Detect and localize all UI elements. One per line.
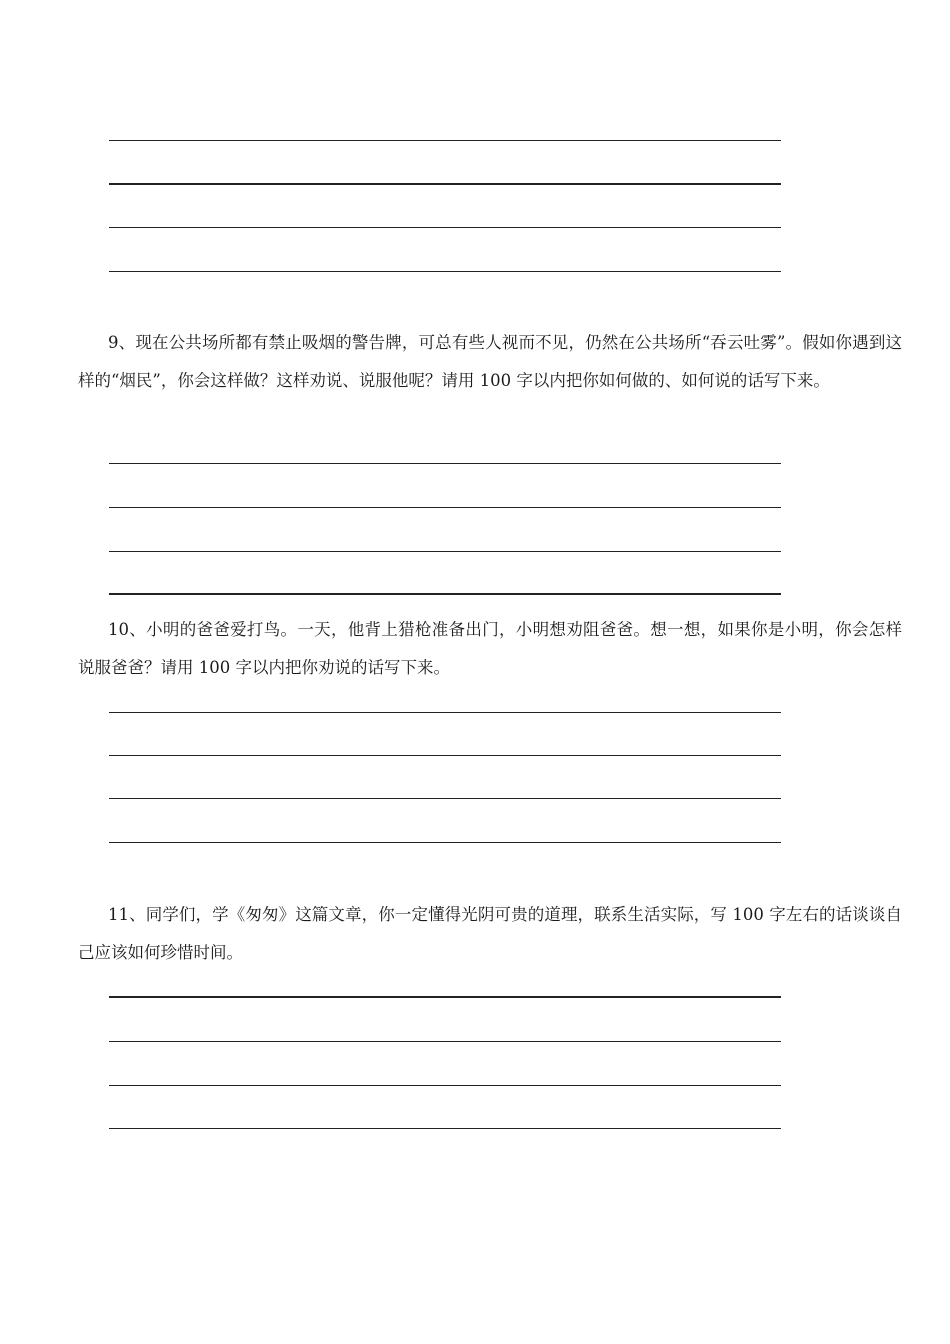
answer-line[interactable] xyxy=(109,755,781,756)
question-10-text: 10、小明的爸爸爱打鸟。一天，他背上猎枪准备出门，小明想劝阻爸爸。想一想，如果你是小明，你会怎样说服爸爸？请用 100 字以内把你劝说的话写下来。 xyxy=(78,620,902,677)
answer-line[interactable] xyxy=(109,842,781,843)
answer-line[interactable] xyxy=(109,463,781,464)
question-9-text: 9、现在公共场所都有禁止吸烟的警告牌，可总有些人视而不见，仍然在公共场所“吞云吐雾”。假如你遇到这样的“烟民”，你会这样做？这样劝说、说服他呢？请用 100 字以内把你如何做的、如何说的话写下来。 xyxy=(78,333,902,390)
answer-line[interactable] xyxy=(109,798,781,799)
answer-line[interactable] xyxy=(109,1085,781,1086)
answer-line[interactable] xyxy=(109,227,781,228)
answer-line[interactable] xyxy=(109,551,781,552)
answer-line[interactable] xyxy=(109,507,781,508)
answer-line[interactable] xyxy=(109,593,781,595)
answer-line[interactable] xyxy=(109,140,781,141)
answer-line[interactable] xyxy=(109,996,781,998)
answer-line[interactable] xyxy=(109,183,781,185)
answer-line[interactable] xyxy=(109,271,781,272)
question-11-text: 11、同学们，学《匆匆》这篇文章，你一定懂得光阴可贵的道理，联系生活实际，写 100 字左右的话谈谈自己应该如何珍惜时间。 xyxy=(78,905,902,962)
answer-line[interactable] xyxy=(109,1041,781,1042)
answer-line[interactable] xyxy=(109,1128,781,1129)
answer-line[interactable] xyxy=(109,712,781,713)
